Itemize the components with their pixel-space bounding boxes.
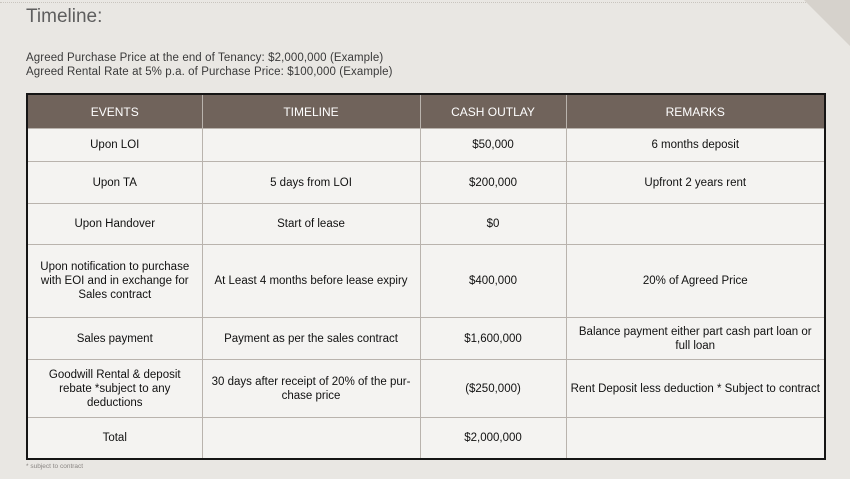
timeline-cell: At Least 4 months before lease expiry <box>202 245 420 318</box>
cash-outlay-cell: $50,000 <box>420 129 566 162</box>
timeline-cell: Start of lease <box>202 204 420 245</box>
page-corner-decoration <box>804 0 850 46</box>
column-header-events: EVENTS <box>27 94 202 129</box>
timeline-cell <box>202 129 420 162</box>
remarks-cell: Rent Deposit less deduction * Subject to contract <box>566 360 825 418</box>
rental-rate-note: Agreed Rental Rate at 5% p.a. of Purchase Price: $100,000 (Example) <box>26 66 393 78</box>
timeline-cell: 30 days after receipt of 20% of the pur-chase price <box>202 360 420 418</box>
cash-outlay-cell: $200,000 <box>420 162 566 204</box>
table-row <box>27 245 825 318</box>
remarks-cell: 6 months deposit <box>566 129 825 162</box>
total-row <box>27 418 825 459</box>
table-row <box>27 360 825 418</box>
event-cell: Upon LOI <box>27 129 202 162</box>
cash-outlay-cell: ($250,000) <box>420 360 566 418</box>
event-cell: Sales payment <box>27 318 202 360</box>
cash-outlay-cell: $2,000,000 <box>420 418 566 459</box>
timeline-cell <box>202 418 420 459</box>
event-cell: Upon notification to purchase with EOI and in exchange for Sales contract <box>27 245 202 318</box>
timeline-cell: Payment as per the sales contract <box>202 318 420 360</box>
page-title: Timeline: <box>26 6 103 27</box>
event-cell: Total <box>27 418 202 459</box>
event-cell: Upon TA <box>27 162 202 204</box>
remarks-cell: Upfront 2 years rent <box>566 162 825 204</box>
column-header-cash-outlay: CASH OUTLAY <box>420 94 566 129</box>
cash-outlay-cell: $0 <box>420 204 566 245</box>
top-dotted-rule <box>0 2 850 3</box>
table-row <box>27 129 825 162</box>
purchase-price-note: Agreed Purchase Price at the end of Tenancy: $2,000,000 (Example) <box>26 52 384 64</box>
table-row <box>27 162 825 204</box>
remarks-cell <box>566 418 825 459</box>
table-row <box>27 204 825 245</box>
footnote: * subject to contract <box>26 463 84 470</box>
cash-outlay-cell: $400,000 <box>420 245 566 318</box>
event-cell: Upon Handover <box>27 204 202 245</box>
table-header-row <box>27 94 825 129</box>
column-header-remarks: REMARKS <box>566 94 825 129</box>
remarks-cell <box>566 204 825 245</box>
event-cell: Goodwill Rental & deposit rebate *subject to any deductions <box>27 360 202 418</box>
table-row <box>27 318 825 360</box>
timeline-cell: 5 days from LOI <box>202 162 420 204</box>
cash-outlay-cell: $1,600,000 <box>420 318 566 360</box>
timeline-table <box>26 93 826 460</box>
remarks-cell: Balance payment either part cash part loan or full loan <box>566 318 825 360</box>
column-header-timeline: TIMELINE <box>202 94 420 129</box>
remarks-cell: 20% of Agreed Price <box>566 245 825 318</box>
